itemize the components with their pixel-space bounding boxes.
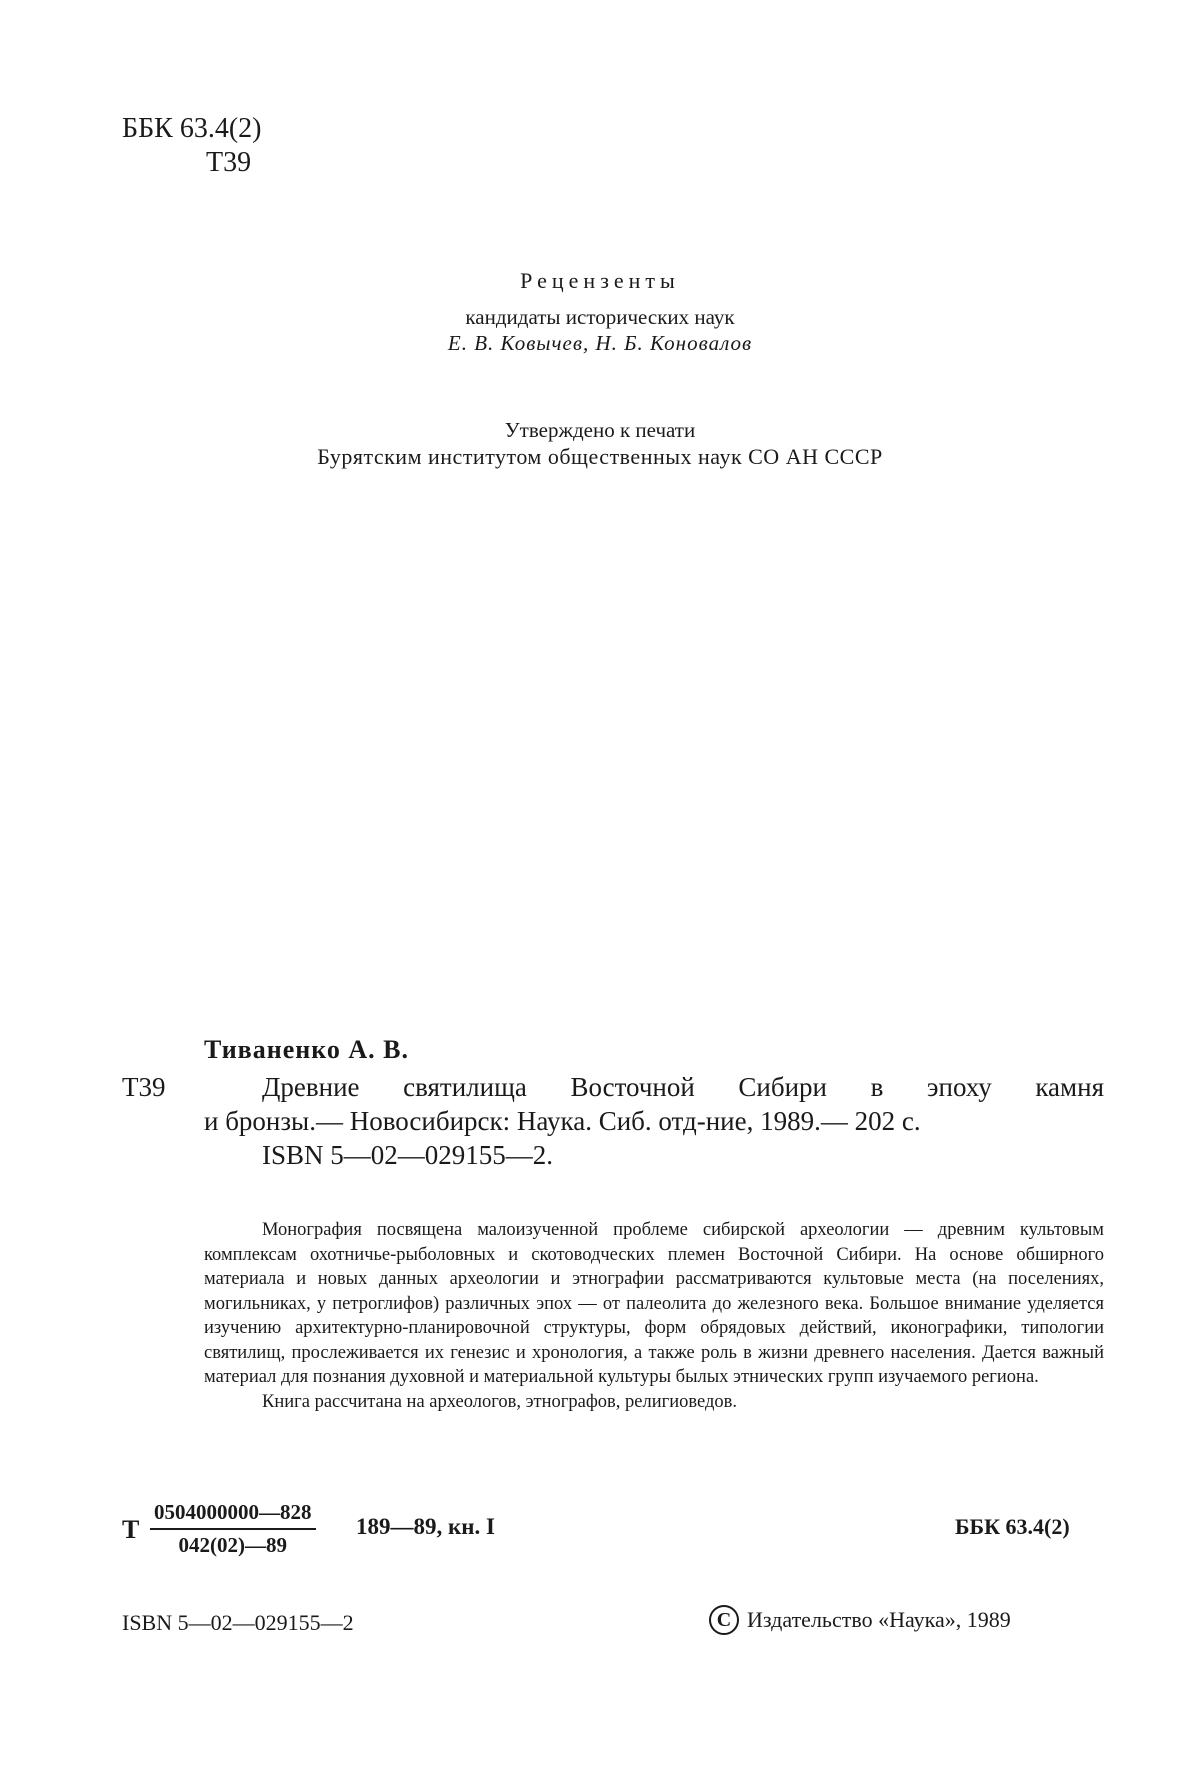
reviewers-names: Е. В. Ковычев, Н. Б. Коновалов bbox=[447, 331, 753, 355]
bbk-code: ББК 63.4(2) bbox=[122, 113, 262, 144]
imprint-bbk: ББК 63.4(2) bbox=[955, 1514, 1070, 1539]
reviewers-title: Рецензенты bbox=[520, 268, 680, 293]
imprint-letter: Т bbox=[122, 1515, 140, 1544]
reviewers-degree: кандидаты исторических наук bbox=[465, 305, 735, 329]
book-isbn: ISBN 5—02—029155—2. bbox=[262, 1140, 554, 1170]
annotation-paragraph: Монография посвящена малоизученной проблеме сибирской археологии — древним культовым комплексам охотничье-рыболовных и скотоводческих племен Восточной Сибири. На основе обширного материала и новых данных археологии и этнографии рассматриваются культовые места (на поселениях, могильниках, у петроглифов) различных эпох — от палеолита до железного века. Большое внимание уделяется изучению архитектурно-планировочной структуры, форм обрядовых действий, иконографики, типологии святилищ, прослеживается их генезис и хронология, а также роль в жизни древнего населения. Дается важный материал для познания духовной и материальной культуры былых этнических групп изучаемого региона. bbox=[204, 1220, 1104, 1387]
imprint-denominator: 042(02)—89 bbox=[178, 1533, 287, 1557]
book-title-block bbox=[204, 1070, 1104, 1172]
imprint-tail: 189—89, кн. I bbox=[356, 1514, 495, 1539]
bbk-header bbox=[122, 112, 261, 180]
publisher-line bbox=[709, 1605, 1011, 1635]
imprint-fraction bbox=[150, 1500, 316, 1558]
imprint-isbn: ISBN 5—02—029155—2 bbox=[122, 1610, 354, 1635]
approval-institute: Бурятским институтом общественных наук СО АН СССР bbox=[317, 444, 883, 469]
copyright-icon: C bbox=[709, 1605, 739, 1635]
approval-line: Утверждено к печати bbox=[504, 418, 696, 442]
annotation bbox=[204, 1218, 1104, 1414]
publisher-name: Издательство «Наука», 1989 bbox=[747, 1607, 1011, 1632]
book-title-line2: и бронзы.— Новосибирск: Наука. Сиб. отд-ние, 1989.— 202 с. bbox=[204, 1106, 921, 1136]
imprint-numerator: 0504000000—828 bbox=[150, 1500, 316, 1530]
book-code: Т39 bbox=[122, 1072, 166, 1102]
author-code: Т39 bbox=[206, 147, 252, 178]
book-author: Тиваненко А. В. bbox=[204, 1035, 409, 1064]
book-title-line1: Древние святилища Восточной Сибири в эпоху камня bbox=[262, 1072, 1104, 1102]
annotation-audience: Книга рассчитана на археологов, этнографов, религиоведов. bbox=[262, 1391, 737, 1412]
